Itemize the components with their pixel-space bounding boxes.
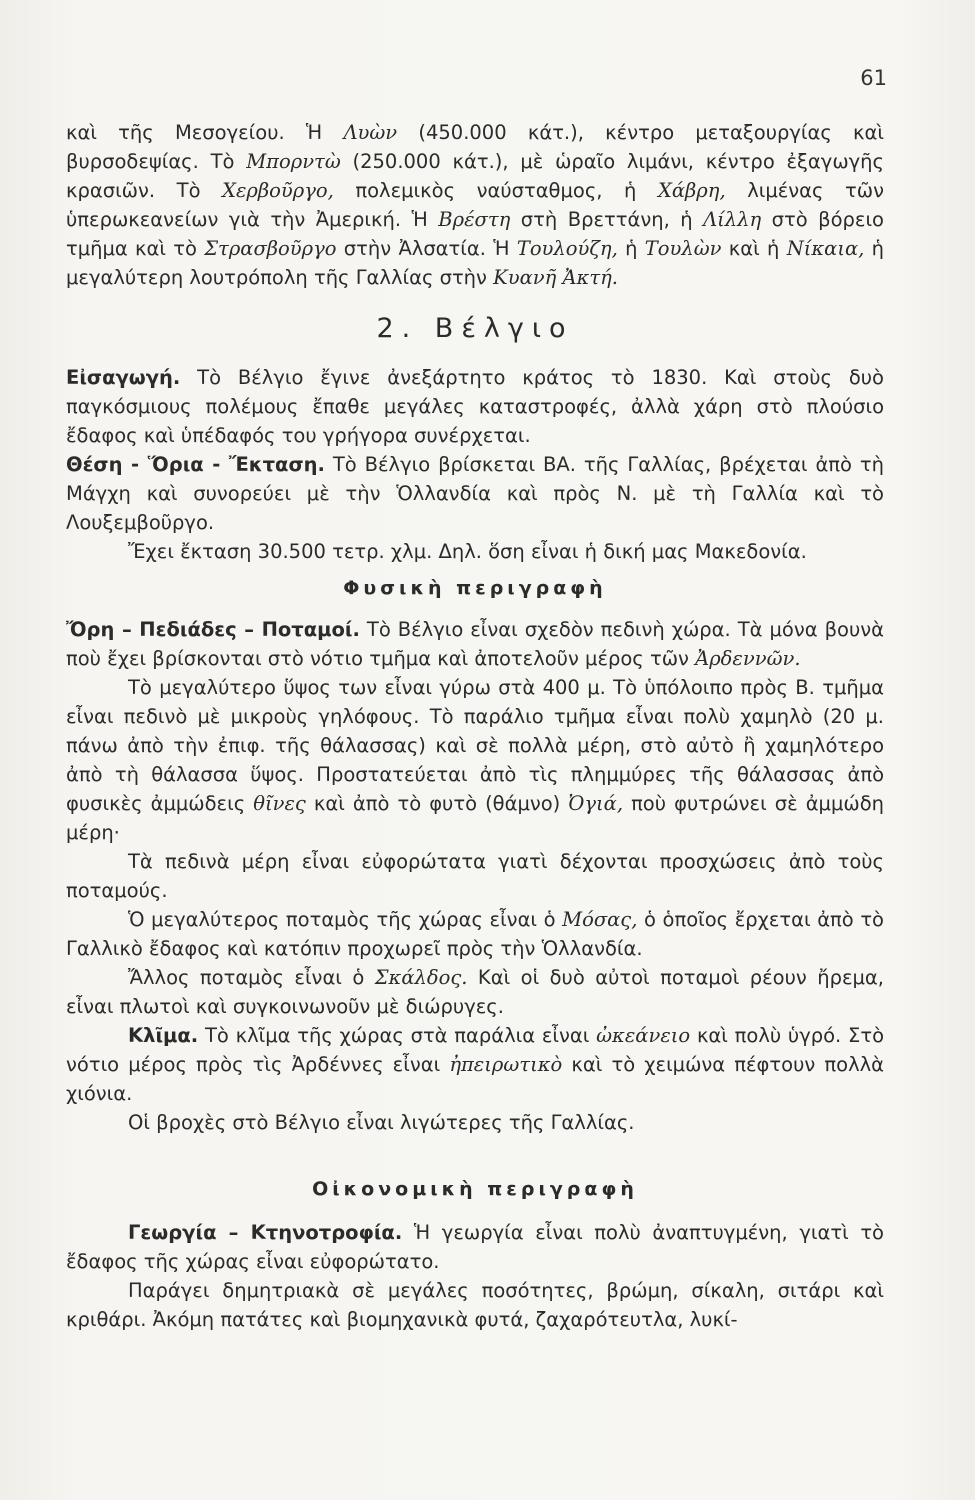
eisagogi-lead: Εἰσαγωγή. (66, 366, 181, 389)
ori-paragraph-3: Τὰ πεδινὰ μέρη εἶναι εὐφορώτατα γιατὶ δέχονται προσχώσεις ἀπὸ τοὺς ποταμούς. (66, 850, 884, 902)
page-number: 61 (860, 66, 887, 90)
ori-paragraph-2: Τὸ μεγαλύτερο ὕψος των εἶναι γύρω στὰ 400 μ. Τὸ ὑπόλοιπο πρὸς Β. τμῆμα εἶναι πεδινὸ μὲ μικροὺς γηλόφους. Τὸ παράλιο τμῆμα εἶναι πολὺ χαμηλὸ (20 μ. πάνω ἀπὸ τὴν ἐπιφ. τῆς θάλασσας) καὶ σὲ πολλὰ μέρη, στὸ αὐτὸ ἢ χαμηλότερο ἀπὸ τὴ θάλασσα ὕψος. Προστατεύεται ἀπὸ τὶς πλημμύρες τῆς θάλασσας ἀπὸ φυσικὲς ἀμμώδεις θῖνες καὶ ἀπὸ τὸ φυτὸ (θάμνο) Ὀγιά, ποὺ φυτρώνει σὲ ἀμμώδη μέρη· (66, 676, 884, 844)
ori-lead: Ὄρη – Πεδιάδες – Ποταμοί. (66, 618, 360, 641)
ori-paragraph-5: Ἄλλος ποταμὸς εἶναι ὁ Σκάλδος. Καὶ οἱ δυὸ αὐτοὶ ποταμοὶ ρέουν ἤρεμα, εἶναι πλωτοὶ καὶ συγκοινωνοῦν μὲ διώρυγες. (66, 966, 884, 1018)
physiki-heading: Φυσικὴ περιγραφὴ (343, 577, 607, 599)
klima-lead: Κλῖμα. (128, 1024, 199, 1047)
klima-paragraph-2: Οἱ βροχὲς στὸ Βέλγιο εἶναι λιγώτερες τῆς Γαλλίας. (128, 1111, 635, 1134)
thesi-paragraph: Θέση - Ὅρια - Ἔκταση. Τὸ Βέλγιο βρίσκεται ΒΑ. τῆς Γαλλίας, βρέχεται ἀπὸ τὴ Μάγχη καὶ συνορεύει μὲ τὴν Ὁλλανδία καὶ πρὸς Ν. μὲ τὴ Γαλλία καὶ τὸ Λουξεμβοῦργο. (66, 453, 884, 534)
page-content (66, 118, 884, 1334)
ori-paragraph-4: Ὁ μεγαλύτερος ποταμὸς τῆς χώρας εἶναι ὁ Μόσας, ὁ ὁποῖος ἔρχεται ἀπὸ τὸ Γαλλικὸ ἔδαφος καὶ κατόπιν προχωρεῖ πρὸς τὴν Ὁλλανδία. (66, 908, 884, 960)
section-title: 2. Βέλγιο (376, 313, 574, 344)
georgia-paragraph-2: Παράγει δημητριακὰ σὲ μεγάλες ποσότητες, βρώμη, σίκαλη, σιτάρι καὶ κριθάρι. Ἀκόμη πατάτες καὶ βιομηχανικὰ φυτά, ζαχαρότευτλα, λυκί- (66, 1279, 884, 1331)
eisagogi-paragraph: Εἰσαγωγή. Τὸ Βέλγιο ἔγινε ἀνεξάρτητο κράτος τὸ 1830. Καὶ στοὺς δυὸ παγκόσμιους πολέμους ἔπαθε μεγάλες καταστροφές, ἀλλὰ χάρη στὸ πλούσιο ἔδαφος καὶ ὑπέδαφός του γρήγορα συνέρχεται. (66, 366, 884, 447)
ori-paragraph: Ὄρη – Πεδιάδες – Ποταμοί. Τὸ Βέλγιο εἶναι σχεδὸν πεδινὴ χώρα. Τὰ μόνα βουνὰ ποὺ ἔχει βρίσκονται στὸ νότιο τμῆμα καὶ ἀποτελοῦν μέρος τῶν Ἀρδεννῶν. (66, 618, 884, 670)
extent-paragraph: Ἔχει ἔκταση 30.500 τετρ. χλμ. Δηλ. ὅση εἶναι ἡ δική μας Μακεδονία. (128, 540, 807, 563)
georgia-paragraph: Γεωργία – Κτηνοτροφία. Ἡ γεωργία εἶναι πολὺ ἀναπτυγμένη, γιατὶ τὸ ἔδαφος τῆς χώρας εἶναι εὐφορώτατο. (66, 1221, 884, 1273)
klima-paragraph: Κλῖμα. Τὸ κλῖμα τῆς χώρας στὰ παράλια εἶναι ὠκεάνειο καὶ πολὺ ὑγρό. Στὸ νότιο μέρος πρὸς τὶς Ἀρδέννες εἶναι ἠπειρωτικὸ καὶ τὸ χειμώνα πέφτουν πολλὰ χιόνια. (66, 1024, 885, 1105)
georgia-lead: Γεωργία – Κτηνοτροφία. (128, 1221, 403, 1244)
intro-paragraph: καὶ τῆς Μεσογείου. Ἡ Λυὼν (450.000 κάτ.), κέντρο μεταξουργίας καὶ βυρσοδεψίας. Τὸ Μπορντὼ (250.000 κάτ.), μὲ ὡραῖο λιμάνι, κέντρο ἐξαγωγῆς κρασιῶν. Τὸ Χερβοῦργο, πολεμικὸς ναύσταθμος, ἡ Χάβρη, λιμένας τῶν ὑπερωκεανείων γιὰ τὴν Ἀμερική. Ἡ Βρέστη στὴ Βρεττάνη, ἡ Λίλλη στὸ βόρειο τμῆμα καὶ τὸ Στρασβοῦργο στὴν Ἀλσατία. Ἡ Τουλούζη, ἡ Τουλὼν καὶ ἡ Νίκαια, ἡ μεγαλύτερη λουτρόπολη τῆς Γαλλίας στὴν Κυανῆ Ἀκτή. (66, 121, 885, 289)
thesi-lead: Θέση - Ὅρια - Ἔκταση. (66, 453, 325, 476)
oikonomiki-heading: Οἰκονομικὴ περιγραφὴ (312, 1178, 638, 1200)
